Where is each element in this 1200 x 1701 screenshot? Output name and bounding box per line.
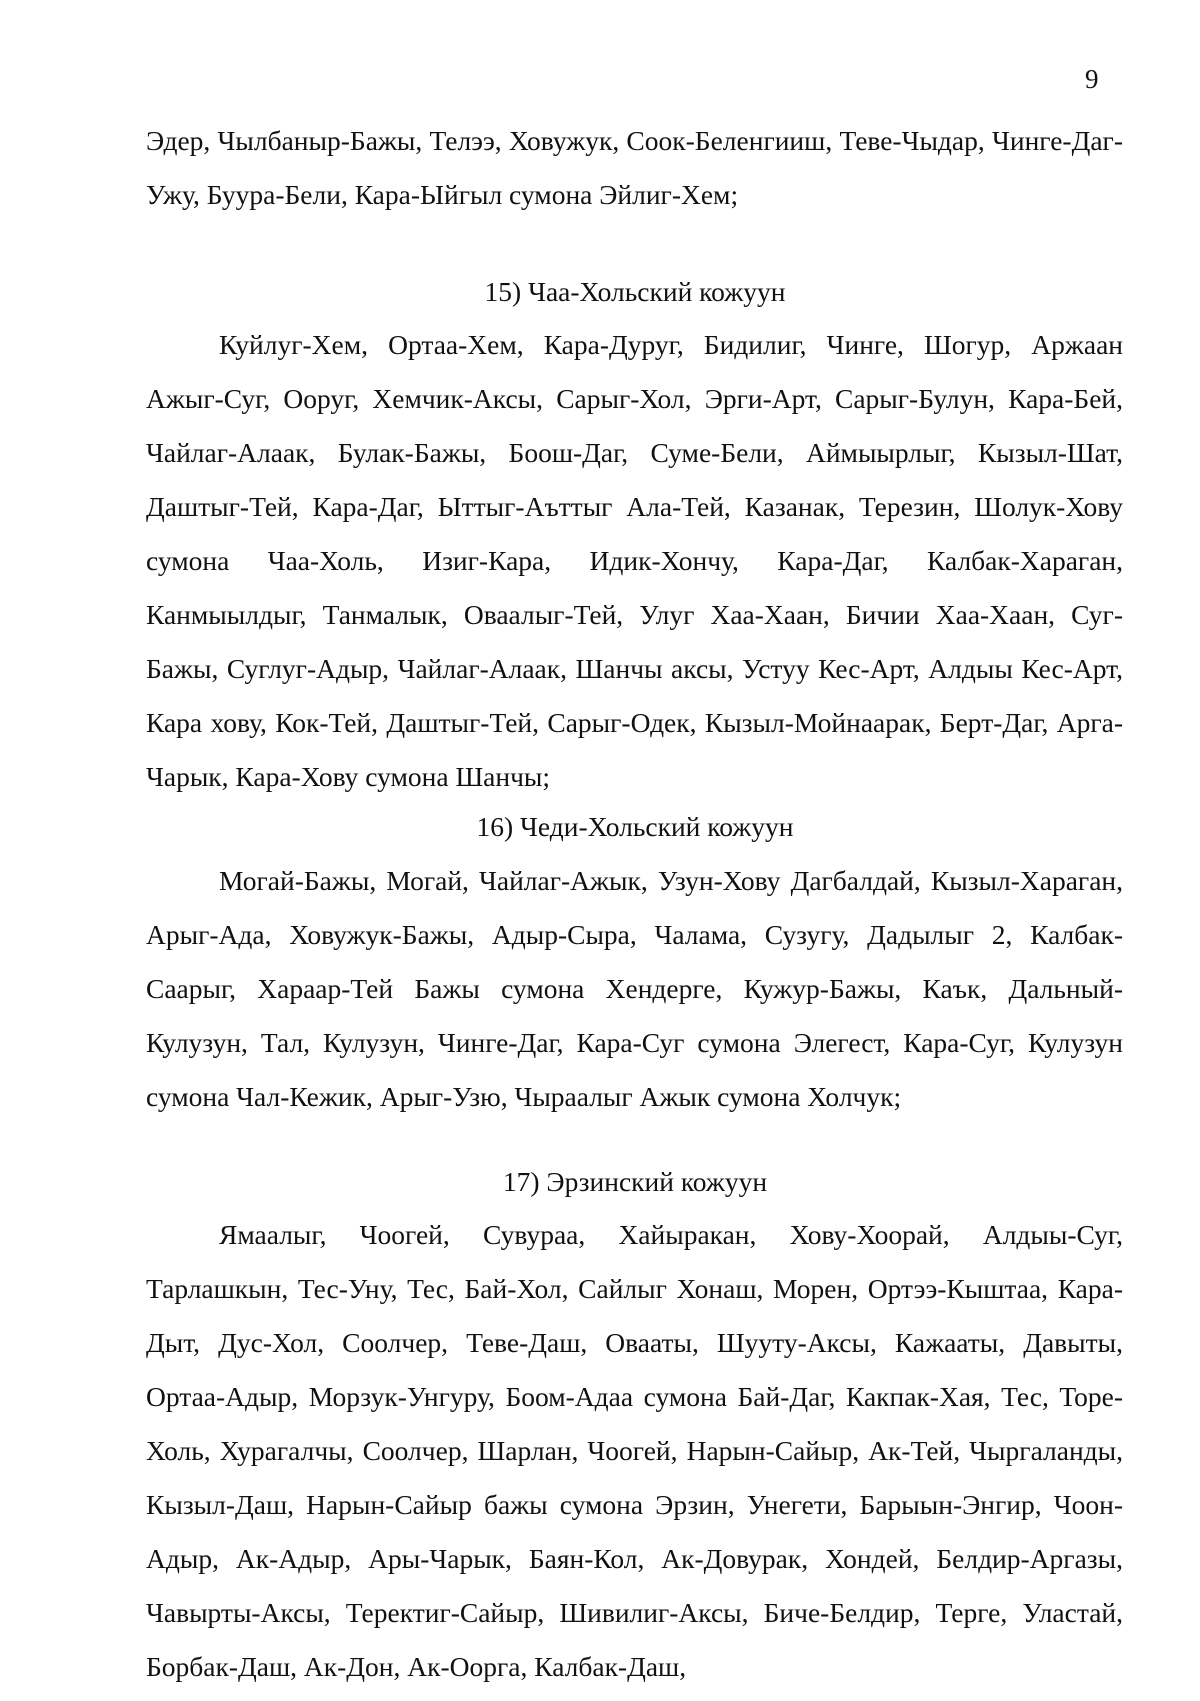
section-text-block-17 bbox=[146, 1208, 1123, 1694]
section-heading-17: 17) Эрзинский кожуун bbox=[502, 1166, 768, 1197]
section-text-block-16 bbox=[146, 854, 1123, 1124]
page-number: 9 bbox=[1085, 64, 1099, 94]
section-text-15: Куйлуг-Хем, Ортаа-Хем, Кара-Дуруг, Бидилиг, Чинге, Шогур, Аржаан Ажыг-Суг, Ооруг, Хемчик-Аксы, Сарыг-Хол, Эрги-Арт, Сарыг-Булун, Кара-Бей, Чайлаг-Алаак, Булак-Бажы, Боош-Даг, Суме-Бели, Аймыырлыг, Кызыл-Шат, Даштыг-Тей, Кара-Даг, Ыттыг-Аъттыг Ала-Тей, Казанак, Терезин, Шолук-Хову сумона Чаа-Холь, Изиг-Кара, Идик-Хончу, Кара-Даг, Калбак-Хараган, Канмыылдыг, Танмалык, Оваалыг-Тей, Улуг Хаа-Хаан, Бичии Хаа-Хаан, Суг-Бажы, Суглуг-Адыр, Чайлаг-Алаак, Шанчы аксы, Устуу Кес-Арт, Алдыы Кес-Арт, Кара хову, Кок-Тей, Даштыг-Тей, Сарыг-Одек, Кызыл-Мойнаарак, Берт-Даг, Арга-Чарык, Кара-Хову сумона Шанчы; bbox=[146, 329, 1123, 792]
intro-paragraph: Эдер, Чылбаныр-Бажы, Телээ, Ховужук, Соок-Беленгииш, Теве-Чыдар, Чинге-Даг-Ужу, Буура-Бели, Кара-Ыйгыл сумона Эйлиг-Хем; bbox=[146, 125, 1123, 210]
section-heading-15: 15) Чаа-Хольский кожуун bbox=[484, 276, 786, 307]
section-text-block-15 bbox=[146, 318, 1123, 804]
section-text-17: Ямаалыг, Чоогей, Сувураа, Хайыракан, Хову-Хоорай, Алдыы-Суг, Тарлашкын, Тес-Уну, Тес, Бай-Хол, Сайлыг Хонаш, Морен, Ортээ-Кыштаа, Кара-Дыт, Дус-Хол, Соолчер, Теве-Даш, Овааты, Шууту-Аксы, Кажааты, Давыты, Ортаа-Адыр, Морзук-Унгуру, Боом-Адаа сумона Бай-Даг, Какпак-Хая, Тес, Торе-Холь, Хурагалчы, Соолчер, Шарлан, Чоогей, Нарын-Сайыр, Ак-Тей, Чыргаланды, Кызыл-Даш, Нарын-Сайыр бажы сумона Эрзин, Унегети, Барыын-Энгир, Чоон-Адыр, Ак-Адыр, Ары-Чарык, Баян-Кол, Ак-Довурак, Хондей, Белдир-Аргазы, Чавырты-Аксы, Теректиг-Сайыр, Шивилиг-Аксы, Биче-Белдир, Терге, Уластай, Борбак-Даш, Ак-Дон, Ак-Оорга, Калбак-Даш, bbox=[146, 1219, 1123, 1682]
intro-paragraph-block bbox=[146, 114, 1123, 222]
section-heading-16: 16) Чеди-Хольский кожуун bbox=[476, 811, 794, 842]
section-text-16: Могай-Бажы, Могай, Чайлаг-Ажык, Узун-Хову Дагбалдай, Кызыл-Хараган, Арыг-Ада, Ховужук-Бажы, Адыр-Сыра, Чалама, Сузугу, Дадылыг 2, Калбак-Саарыг, Хараар-Тей Бажы сумона Хендерге, Кужур-Бажы, Каък, Дальный-Кулузун, Тал, Кулузун, Чинге-Даг, Кара-Суг сумона Элегест, Кара-Суг, Кулузун сумона Чал-Кежик, Арыг-Узю, Чыраалыг Ажык сумона Холчук; bbox=[146, 865, 1123, 1112]
